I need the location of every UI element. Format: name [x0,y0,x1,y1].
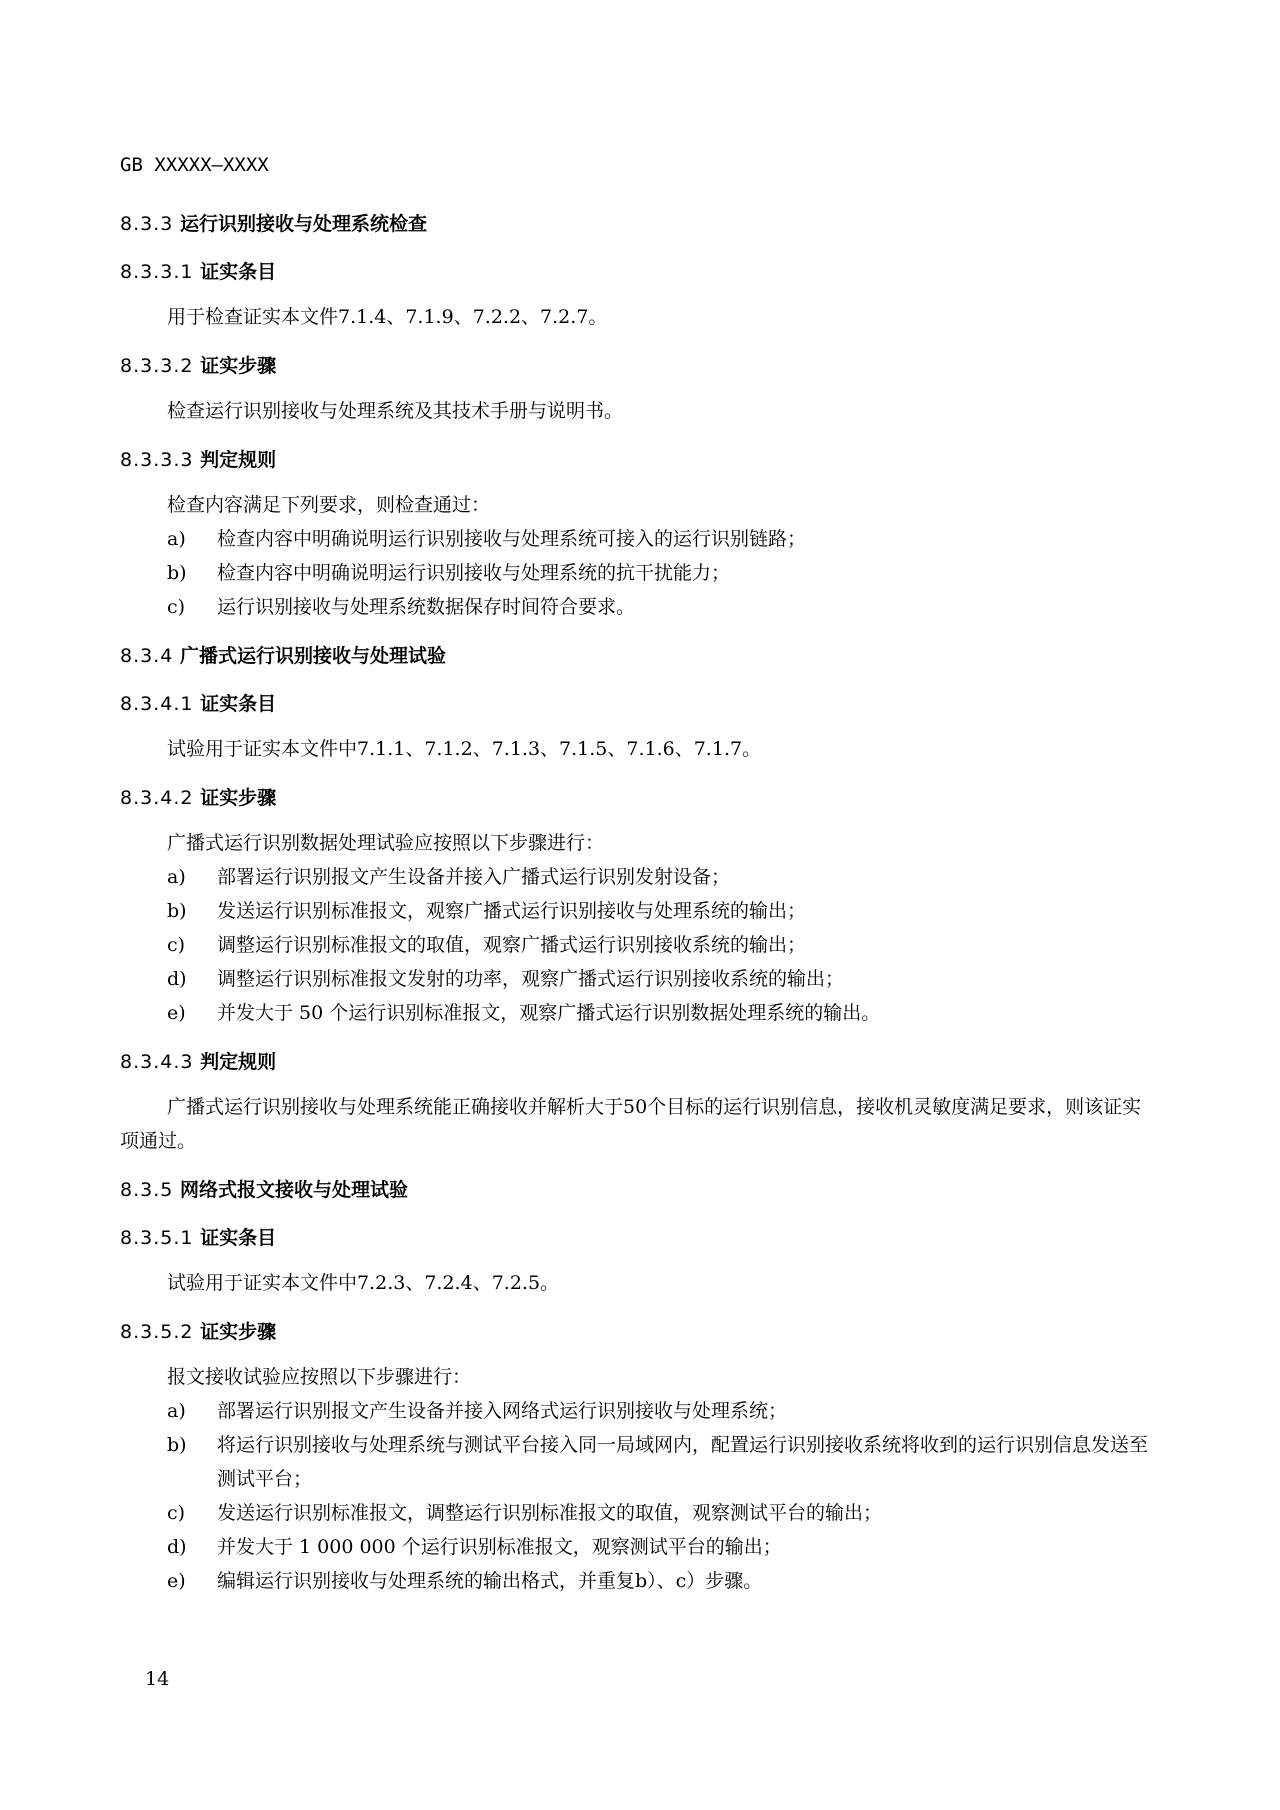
section-heading-8-3-4-1 [120,688,1150,720]
standard-header: GB XXXXX—XXXX [120,154,269,176]
section-heading-8-3-5-2 [120,1316,1150,1348]
list-item [120,928,1150,962]
list-marker: d) [167,1536,187,1558]
section-heading-8-3-3-3 [120,444,1150,476]
list-item [120,590,1150,624]
list-marker: c) [167,1502,186,1524]
list-marker: e) [167,1570,186,1592]
section-title: 判定规则 [200,449,277,471]
list-marker: c) [167,596,186,618]
section-heading-8-3-3-1 [120,256,1150,288]
section-number: 8.3.5 [120,1179,174,1201]
list-item [120,1496,1150,1530]
section-title: 运行识别接收与处理系统检查 [179,213,427,235]
section-number: 8.3.3 [120,213,174,235]
list-item [120,860,1150,894]
list-item [120,996,1150,1030]
paragraph: 试验用于证实本文件中7.2.3、7.2.4、7.2.5。 [167,1272,560,1294]
page-number: 14 [145,1668,170,1690]
list-item-text: 将运行识别接收与处理系统与测试平台接入同一局域网内，配置运行识别接收系统将收到的运行识别信息发送至测试平台； [217,1434,1149,1490]
list-item-text: 检查内容中明确说明运行识别接收与处理系统可接入的运行识别链路； [217,528,807,550]
list-item-text: 检查内容中明确说明运行识别接收与处理系统的抗干扰能力； [217,562,731,584]
document-body [120,200,1150,1598]
list-marker: a) [167,866,186,888]
section-number: 8.3.4.1 [120,693,194,715]
list-marker: d) [167,968,187,990]
requirement-list [120,522,1150,624]
list-item-text: 并发大于 50 个运行识别标准报文，观察广播式运行识别数据处理系统的输出。 [217,1002,881,1024]
paragraph: 报文接收试验应按照以下步骤进行： [167,1366,472,1388]
list-item [120,962,1150,996]
section-title: 判定规则 [200,1051,277,1073]
section-title: 网络式报文接收与处理试验 [179,1179,408,1201]
section-number: 8.3.5.1 [120,1227,194,1249]
paragraph: 广播式运行识别数据处理试验应按照以下步骤进行： [167,832,605,854]
list-item [120,1564,1150,1598]
list-marker: b) [167,562,187,584]
section-title: 证实步骤 [200,1321,277,1343]
list-item [120,1428,1150,1496]
section-heading-8-3-3-2 [120,350,1150,382]
paragraph: 检查运行识别接收与处理系统及其技术手册与说明书。 [167,400,624,422]
section-title: 证实条目 [200,261,277,283]
section-number: 8.3.3.2 [120,355,194,377]
list-item-text: 调整运行识别标准报文的取值，观察广播式运行识别接收系统的输出； [217,934,807,956]
section-title: 广播式运行识别接收与处理试验 [179,645,446,667]
list-item-text: 运行识别接收与处理系统数据保存时间符合要求。 [217,596,636,618]
section-heading-8-3-4-3 [120,1046,1150,1078]
section-number: 8.3.3.3 [120,449,194,471]
section-title: 证实条目 [200,693,277,715]
list-item [120,1530,1150,1564]
paragraph: 试验用于证实本文件中7.1.1、7.1.2、7.1.3、7.1.5、7.1.6、7.1.7。 [167,738,762,760]
section-title: 证实步骤 [200,355,277,377]
list-item-text: 调整运行识别标准报文发射的功率，观察广播式运行识别接收系统的输出； [217,968,845,990]
list-item [120,556,1150,590]
section-heading-8-3-4-2 [120,782,1150,814]
list-item [120,1394,1150,1428]
list-marker: c) [167,934,186,956]
section-heading-8-3-4 [120,640,1150,672]
section-number: 8.3.4.3 [120,1051,194,1073]
list-item [120,522,1150,556]
list-marker: e) [167,1002,186,1024]
section-number: 8.3.4.2 [120,787,194,809]
step-list [120,860,1150,1030]
section-number: 8.3.5.2 [120,1321,194,1343]
list-item-text: 部署运行识别报文产生设备并接入广播式运行识别发射设备； [217,866,731,888]
section-heading-8-3-5-1 [120,1222,1150,1254]
list-item-text: 编辑运行识别接收与处理系统的输出格式，并重复b）、c）步骤。 [217,1570,763,1592]
paragraph: 用于检查证实本文件7.1.4、7.1.9、7.2.2、7.2.7。 [167,306,608,328]
list-marker: a) [167,1400,186,1422]
list-marker: a) [167,528,186,550]
paragraph: 广播式运行识别接收与处理系统能正确接收并解析大于50个目标的运行识别信息，接收机灵敏度满足要求，则该证实项通过。 [120,1096,1142,1152]
list-marker: b) [167,900,187,922]
section-title: 证实步骤 [200,787,277,809]
step-list [120,1394,1150,1598]
list-item-text: 部署运行识别报文产生设备并接入网络式运行识别接收与处理系统； [217,1400,788,1422]
paragraph: 检查内容满足下列要求，则检查通过： [167,494,491,516]
list-item [120,894,1150,928]
section-heading-8-3-3 [120,208,1150,240]
section-number: 8.3.3.1 [120,261,194,283]
list-item-text: 发送运行识别标准报文，调整运行识别标准报文的取值，观察测试平台的输出； [217,1502,883,1524]
section-title: 证实条目 [200,1227,277,1249]
list-item-text: 并发大于 1 000 000 个运行识别标准报文，观察测试平台的输出； [217,1536,782,1558]
list-item-text: 发送运行识别标准报文，观察广播式运行识别接收与处理系统的输出； [217,900,807,922]
section-heading-8-3-5 [120,1174,1150,1206]
list-marker: b) [167,1434,187,1456]
section-number: 8.3.4 [120,645,174,667]
